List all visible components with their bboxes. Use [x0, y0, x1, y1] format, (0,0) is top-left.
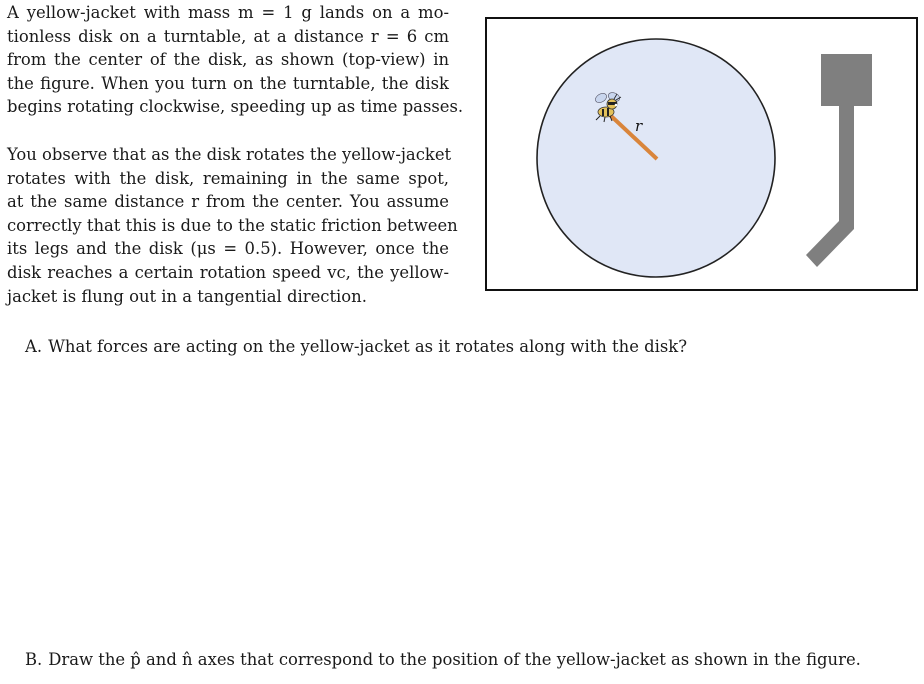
paragraph-line: at the same distance r from the center. You assume [7, 192, 449, 212]
paragraph-line: its legs and the disk (μs = 0.5). However, once the [7, 239, 449, 259]
problem-paragraph-1 [7, 1, 464, 119]
paragraph-line: from the center of the disk, as shown (top-view) in [7, 50, 449, 70]
tonearm [806, 54, 872, 267]
question-a-text: What forces are acting on the yellow-jacket as it rotates along with the disk? [48, 337, 687, 356]
question-a [25, 336, 687, 358]
paragraph-line: rotates with the disk, remaining in the same spot, [7, 168, 449, 188]
question-b [25, 649, 861, 671]
question-b-text: Draw the p̂ and n̂ axes that correspond to the position of the yellow-jacket as shown in the figure. [48, 650, 861, 669]
tonearm-arm [806, 105, 854, 267]
turntable-diagram [487, 19, 916, 289]
question-b-label: B. [25, 650, 43, 669]
paragraph-line: correctly that this is due to the static friction between [7, 215, 458, 235]
paragraph-line: A yellow-jacket with mass m = 1 g lands on a mo- [7, 3, 449, 22]
paragraph-line: disk reaches a certain rotation speed vc, the yellow- [7, 262, 449, 282]
radius-label: r [635, 117, 643, 135]
paragraph-line: You observe that as the disk rotates the yellow-jacket [7, 145, 452, 164]
paragraph-line: tionless disk on a turntable, at a distance r = 6 cm [7, 26, 449, 46]
problem-paragraph-2 [7, 143, 458, 308]
paragraph-line: the figure. When you turn on the turntable, the disk [7, 73, 449, 93]
turntable-figure [485, 17, 918, 291]
question-a-label: A. [25, 337, 43, 356]
paragraph-line: jacket is flung out in a tangential direction. [7, 286, 367, 306]
paragraph-line: begins rotating clockwise, speeding up as time passes. [7, 97, 464, 117]
tonearm-base [821, 54, 872, 106]
